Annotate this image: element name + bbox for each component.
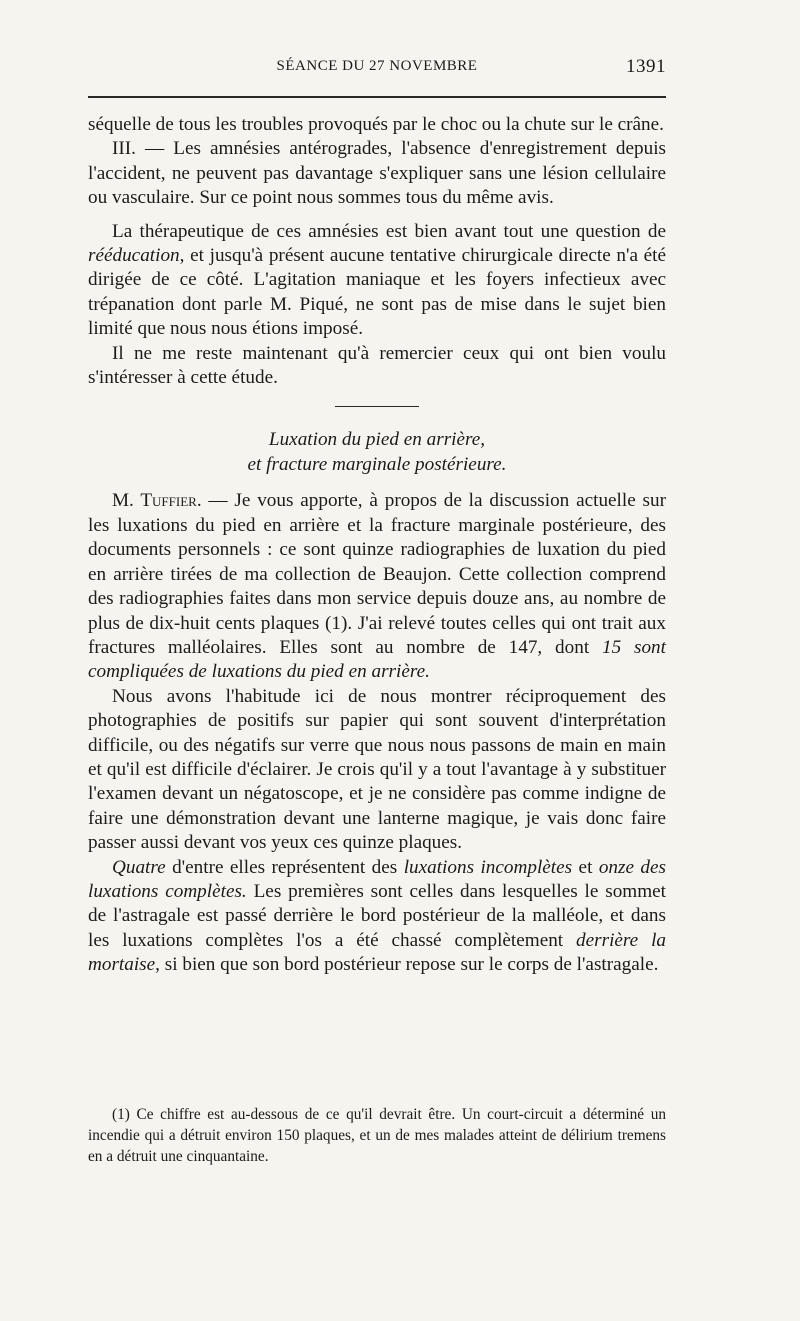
section-separator xyxy=(335,406,419,407)
footnote-text: (1) Ce chiffre est au-dessous de ce qu'il devrait être. Un court-circuit a déterminé un incendie qui a détruit environ 150 plaques, et un de mes malades atteint de délirium tremens en a détruit une cinquantaine. xyxy=(88,1106,666,1165)
emphasis-luxations-incompletes: luxations incomplètes xyxy=(403,856,573,878)
paragraph-1: séquelle de tous les troubles provoqués par le choc ou la chute sur le crâne. xyxy=(88,114,664,135)
paragraph-5 xyxy=(88,489,666,684)
running-header xyxy=(88,58,666,80)
paragraph-4: Il ne me reste maintenant qu'à remercier ceux qui ont bien voulu s'intéresser à cette étude. xyxy=(88,342,666,389)
section-heading xyxy=(88,427,666,477)
paragraph-3-start: La thérapeutique de ces amnésies est bien avant tout une question de xyxy=(112,220,666,242)
emphasis-reeducation: rééducation xyxy=(88,245,180,267)
paragraph-7-part-b: et xyxy=(572,856,599,878)
header-rule xyxy=(88,96,666,98)
paragraph-2: III. — Les amnésies antérogrades, l'absence d'enregistrement depuis l'accident, ne peuvent pas davantage s'expliquer sans une lésion cellulaire ou vasculaire. Sur ce point nous sommes tous du même avis. xyxy=(88,138,666,209)
section-title-line-2: et fracture marginale postérieure. xyxy=(247,454,507,476)
paragraph-7 xyxy=(88,856,666,978)
paragraph-5-text: — Je vous apporte, à propos de la discussion actuelle sur les luxations du pied en arrière et la fracture marginale postérieure, des documents personnels : ce sont quinze radiographies de luxation du pied en arrière tirées de ma collection de Beaujon. Cette collection comprend des radiographies faites dans mon service depuis douze ans, au nombre de plus de dix-huit cents plaques (1). J'ai relevé toutes celles qui ont trait aux fractures malléolaires. Elles sont au nombre de 147, dont xyxy=(88,490,666,658)
paragraph-7-part-a: d'entre elles représentent des xyxy=(165,856,404,878)
footnote xyxy=(88,1104,666,1167)
paragraph-7-part-c: Les premières sont celles dans lesquelles le sommet de l'astragale est passé derrière le bord postérieur de la malléole, et dans les luxations complètes l'os a été chassé complètement xyxy=(88,880,667,951)
running-title: SÉANCE DU 27 NOVEMBRE xyxy=(276,58,478,74)
paragraph-7-part-d: , si bien que son bord postérieur repose sur le corps de l'astragale. xyxy=(155,954,659,976)
body-text xyxy=(88,113,666,978)
speaker-name: M. Tuffier. xyxy=(112,490,202,512)
section-title-line-1: Luxation du pied en arrière, xyxy=(268,429,486,451)
paragraph-3 xyxy=(88,220,666,342)
emphasis-onze-luxations: onze des luxations complètes. xyxy=(88,856,667,902)
paragraph-5-emphasis: 15 sont compliquées de luxations du pied en arrière. xyxy=(88,636,666,683)
paragraph-3-end: , et jusqu'à présent aucune tentative chirurgicale directe n'a été dirigée de ce côté. L'agitation maniaque et les foyers infectieux avec trépanation dont parle M. Piqué, ne sont pas de mise dans le sujet bien limité que nous nous étions imposé. xyxy=(88,245,666,340)
emphasis-quatre: Quatre xyxy=(112,856,166,878)
emphasis-derriere-mortaise: derrière la mortaise xyxy=(88,929,667,976)
page-number: 1391 xyxy=(626,56,666,77)
paragraph-6: Nous avons l'habitude ici de nous montrer réciproquement des photographies de positifs sur papier qui sont souvent d'interprétation difficile, ou des négatifs sur verre que nous nous passons de main en main et qu'il est difficile d'éclairer. Je crois qu'il y a tout l'avantage à y substituer l'examen devant un négatoscope, et je ne considère pas comme indigne de faire une démonstration devant une lanterne magique, je vais donc faire passer aussi devant vos yeux ces quinze plaques. xyxy=(88,685,666,854)
